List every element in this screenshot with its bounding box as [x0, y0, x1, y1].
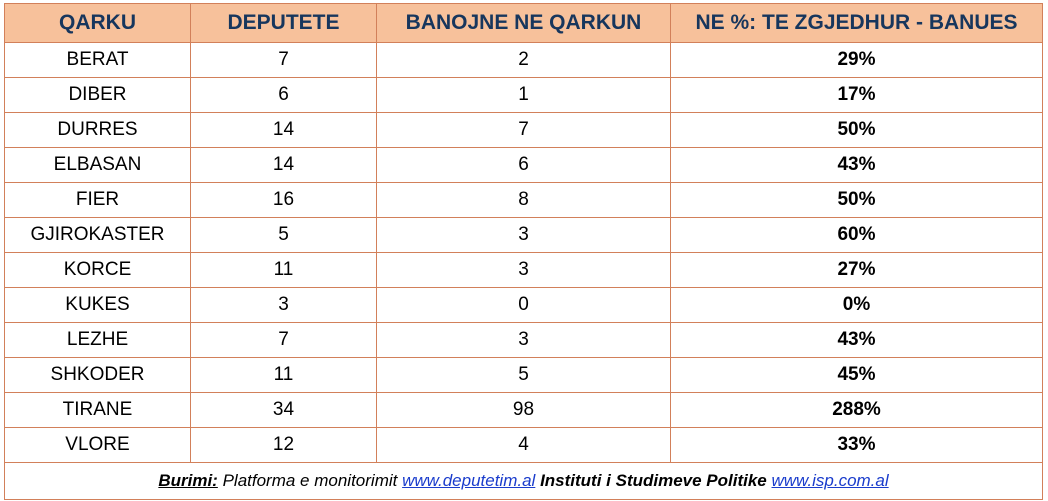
- cell-deputete: 11: [191, 358, 377, 393]
- cell-qarku: KUKES: [5, 288, 191, 323]
- cell-qarku: DURRES: [5, 113, 191, 148]
- source-label: Burimi:: [158, 471, 218, 490]
- cell-deputete: 14: [191, 113, 377, 148]
- cell-banojne: 3: [377, 253, 671, 288]
- cell-deputete: 12: [191, 428, 377, 463]
- table-row: [5, 78, 1043, 113]
- cell-percent: 60%: [671, 218, 1043, 253]
- source-cell: [5, 463, 1043, 500]
- table-footer: [5, 463, 1043, 500]
- table-body: [5, 43, 1043, 463]
- table-row: [5, 183, 1043, 218]
- cell-banojne: 7: [377, 113, 671, 148]
- source-text: Platforma e monitorimit: [222, 471, 398, 490]
- cell-deputete: 6: [191, 78, 377, 113]
- table-row: [5, 288, 1043, 323]
- cell-qarku: LEZHE: [5, 323, 191, 358]
- header-row: [5, 4, 1043, 43]
- cell-deputete: 3: [191, 288, 377, 323]
- table-row: [5, 148, 1043, 183]
- cell-percent: 33%: [671, 428, 1043, 463]
- cell-deputete: 7: [191, 43, 377, 78]
- cell-banojne: 5: [377, 358, 671, 393]
- cell-banojne: 0: [377, 288, 671, 323]
- cell-percent: 0%: [671, 288, 1043, 323]
- isp-link[interactable]: www.isp.com.al: [771, 471, 889, 490]
- cell-deputete: 34: [191, 393, 377, 428]
- cell-banojne: 2: [377, 43, 671, 78]
- table-row: [5, 358, 1043, 393]
- header-deputete: DEPUTETE: [191, 4, 377, 43]
- cell-percent: 29%: [671, 43, 1043, 78]
- source-row: [5, 463, 1043, 500]
- cell-banojne: 98: [377, 393, 671, 428]
- table-header: [5, 4, 1043, 43]
- cell-banojne: 6: [377, 148, 671, 183]
- table-row: [5, 393, 1043, 428]
- cell-banojne: 8: [377, 183, 671, 218]
- cell-deputete: 11: [191, 253, 377, 288]
- cell-percent: 50%: [671, 183, 1043, 218]
- cell-deputete: 16: [191, 183, 377, 218]
- cell-deputete: 14: [191, 148, 377, 183]
- header-qarku: QARKU: [5, 4, 191, 43]
- header-banojne: BANOJNE NE QARKUN: [377, 4, 671, 43]
- cell-qarku: VLORE: [5, 428, 191, 463]
- table-row: [5, 323, 1043, 358]
- cell-qarku: ELBASAN: [5, 148, 191, 183]
- cell-deputete: 5: [191, 218, 377, 253]
- cell-qarku: TIRANE: [5, 393, 191, 428]
- cell-banojne: 3: [377, 218, 671, 253]
- table-row: [5, 218, 1043, 253]
- cell-banojne: 1: [377, 78, 671, 113]
- cell-banojne: 3: [377, 323, 671, 358]
- cell-percent: 45%: [671, 358, 1043, 393]
- cell-qarku: SHKODER: [5, 358, 191, 393]
- table-row: [5, 428, 1043, 463]
- cell-percent: 288%: [671, 393, 1043, 428]
- cell-deputete: 7: [191, 323, 377, 358]
- cell-percent: 43%: [671, 148, 1043, 183]
- table-row: [5, 43, 1043, 78]
- cell-qarku: KORCE: [5, 253, 191, 288]
- header-percent: NE %: TE ZGJEDHUR - BANUES: [671, 4, 1043, 43]
- cell-percent: 17%: [671, 78, 1043, 113]
- deputetim-link[interactable]: www.deputetim.al: [402, 471, 536, 490]
- cell-qarku: FIER: [5, 183, 191, 218]
- cell-percent: 27%: [671, 253, 1043, 288]
- cell-qarku: BERAT: [5, 43, 191, 78]
- table-row: [5, 113, 1043, 148]
- cell-qarku: DIBER: [5, 78, 191, 113]
- institute-name: Instituti i Studimeve Politike: [540, 471, 767, 490]
- cell-banojne: 4: [377, 428, 671, 463]
- cell-percent: 43%: [671, 323, 1043, 358]
- cell-percent: 50%: [671, 113, 1043, 148]
- cell-qarku: GJIROKASTER: [5, 218, 191, 253]
- qarku-table: [4, 3, 1043, 500]
- table-row: [5, 253, 1043, 288]
